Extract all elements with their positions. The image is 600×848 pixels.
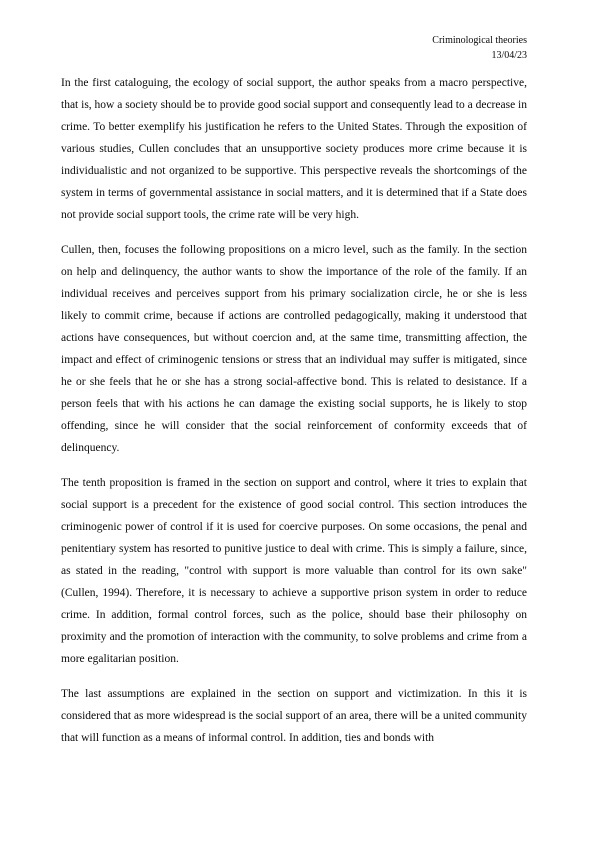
header-date: 13/04/23 [491,50,527,61]
document-header [61,33,527,63]
paragraph: Cullen, then, focuses the following propositions on a micro level, such as the family. In the section on help and delinquency, the author wants to show the importance of the role of the family. If an individual receives and perceives support from his primary socialization circle, he or she is less likely to commit crime, because if actions are controlled pedagogically, making it understood that actions have consequences, but without coercion and, at the same time, transmitting affection, the impact and effect of criminogenic tensions or stress that an individual may suffer is mitigated, since he or she feels that he or she has a strong social-affective bond. This is related to desistance. If a person feels that with his actions he can damage the existing social supports, he is likely to stop offending, since he will consider that the social reinforcement of conformity exceeds that of delinquency. [61,244,527,454]
paragraph: The tenth proposition is framed in the section on support and control, where it tries to explain that social support is a precedent for the existence of good social control. This section introduces the criminogenic power of control if it is used for coercive purposes. On some occasions, the penal and penitentiary system has resorted to punitive justice to deal with crime. This is simply a failure, since, as stated in the reading, "control with support is more valuable than control for its own sake" (Cullen, 1994). Therefore, it is necessary to achieve a supportive prison system in order to reduce crime. In addition, formal control forces, such as the police, should base their philosophy on proximity and the promotion of interaction with the community, to solve problems and crime from a more egalitarian position. [61,477,527,665]
document-body [61,72,527,749]
header-title: Criminological theories [432,35,527,46]
paragraph: In the first cataloguing, the ecology of social support, the author speaks from a macro perspective, that is, how a society should be to provide good social support and consequently lead to a decrease in crime. To better exemplify his justification he refers to the United States. Through the exposition of various studies, Cullen concludes that an unsupportive society produces more crime because it is individualistic and not organized to be supportive. This perspective reveals the shortcomings of the system in terms of governmental assistance in social matters, and it is determined that if a State does not provide social support tools, the crime rate will be very high. [61,77,527,221]
paragraph: The last assumptions are explained in the section on support and victimization. In this it is considered that as more widespread is the social support of an area, there will be a united community that will function as a means of informal control. In addition, ties and bonds with [61,688,527,744]
